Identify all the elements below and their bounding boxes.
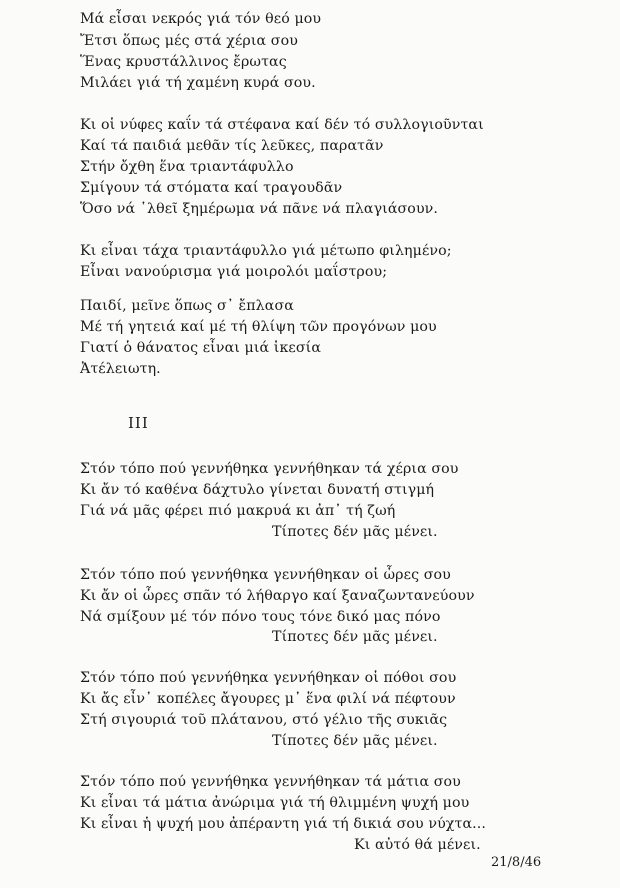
poem-line: Κι οἱ νύφες καΐν τά στέφανα καί δέν τό συλλογιοῦνται [80,117,484,133]
poem-line: Κι ἄς εἶν᾽ κοπέλες ἄγουρες μ᾽ ἕνα φιλί νά πέφτουν [80,691,456,707]
poem-line: Στόν τόπο πού γεννήθηκα γεννήθηκαν οἱ ὧρες σου [80,567,451,583]
poem-line: Κι εἶναι τάχα τριαντάφυλλο γιά μέτωπο φιλημένο; [80,243,452,259]
poem-line: Κι ἄν τό καθένα δάχτυλο γίνεται δυνατή στιγμή [80,482,435,498]
poem-line: Εἶναι νανούρισμα γιά μοιρολόι μαΐστρου; [80,264,388,280]
poem-line: Νά σμίξουν μέ τόν πόνο τους τόνε δικό μας πόνο [80,609,441,625]
poem-line: Καί τά παιδιά μεθᾶν τίς λεῦκες, παρατᾶν [80,138,384,154]
poem-line: Μά εἶσαι νεκρός γιά τόν θεό μου [80,11,322,27]
poem-line: Ἀτέλειωτη. [80,361,161,377]
date-stamp: 21/8/46 [491,855,542,870]
poem-line: Γιατί ὁ θάνατος εἶναι μιά ἱκεσία [80,340,322,356]
poem-line: Ἕνας κρυστάλλινος ἔρωτας [80,54,287,70]
poem-line: Κι ἄν οἱ ὧρες σπᾶν τό λήθαργο καί ξαναζωντανεύουν [80,588,475,604]
poem-line: Στόν τόπο πού γεννήθηκα γεννήθηκαν οἱ πόθοι σου [80,670,457,686]
poem-line: Μέ τή γητειά καί μέ τή θλίψη τῶν προγόνων μου [80,319,437,335]
poem-line: Στόν τόπο πού γεννήθηκα γεννήθηκαν τά χέρια σου [80,461,459,477]
poem-line: Σμίγουν τά στόματα καί τραγουδᾶν [80,180,343,196]
poem-line: Μιλάει γιά τή χαμένη κυρά σου. [80,75,316,91]
section-number: III [128,414,149,432]
poem-refrain: Τίποτες δέν μᾶς μένει. [272,524,438,540]
poem-line: Ἔτσι ὅπως μές στά χέρια σου [80,33,298,49]
poem-line: Κι εἶναι τά μάτια ἀνώριμα γιά τή θλιμμένη ψυχή μου [80,795,470,811]
poem-refrain: Τίποτες δέν μᾶς μένει. [272,733,438,749]
poem-line: Ὅσο νά ῾λθεῖ ξημέρωμα νά πᾶνε νά πλαγιάσουν. [80,201,439,217]
poem-refrain: Τίποτες δέν μᾶς μένει. [272,629,438,645]
poem-line: Στόν τόπο πού γεννήθηκα γεννήθηκαν τά μάτια σου [80,774,461,790]
poem-line: Στήν ὄχθη ἕνα τριαντάφυλλο [80,159,294,175]
poem-line: Στή σιγουριά τοῦ πλάτανου, στό γέλιο τῆς συκιᾶς [80,712,448,728]
poem-closing-line: Κι αὐτό θά μένει. [354,837,481,853]
poem-line: Γιά νά μᾶς φέρει πιό μακρυά κι ἀπ᾽ τή ζωή [80,503,396,519]
poem-line: Κι εἶναι ἡ ψυχή μου ἀπέραντη γιά τή δικιά σου νύχτα... [80,816,486,832]
poem-line: Παιδί, μεῖνε ὅπως σ᾽ ἔπλασα [80,298,294,314]
